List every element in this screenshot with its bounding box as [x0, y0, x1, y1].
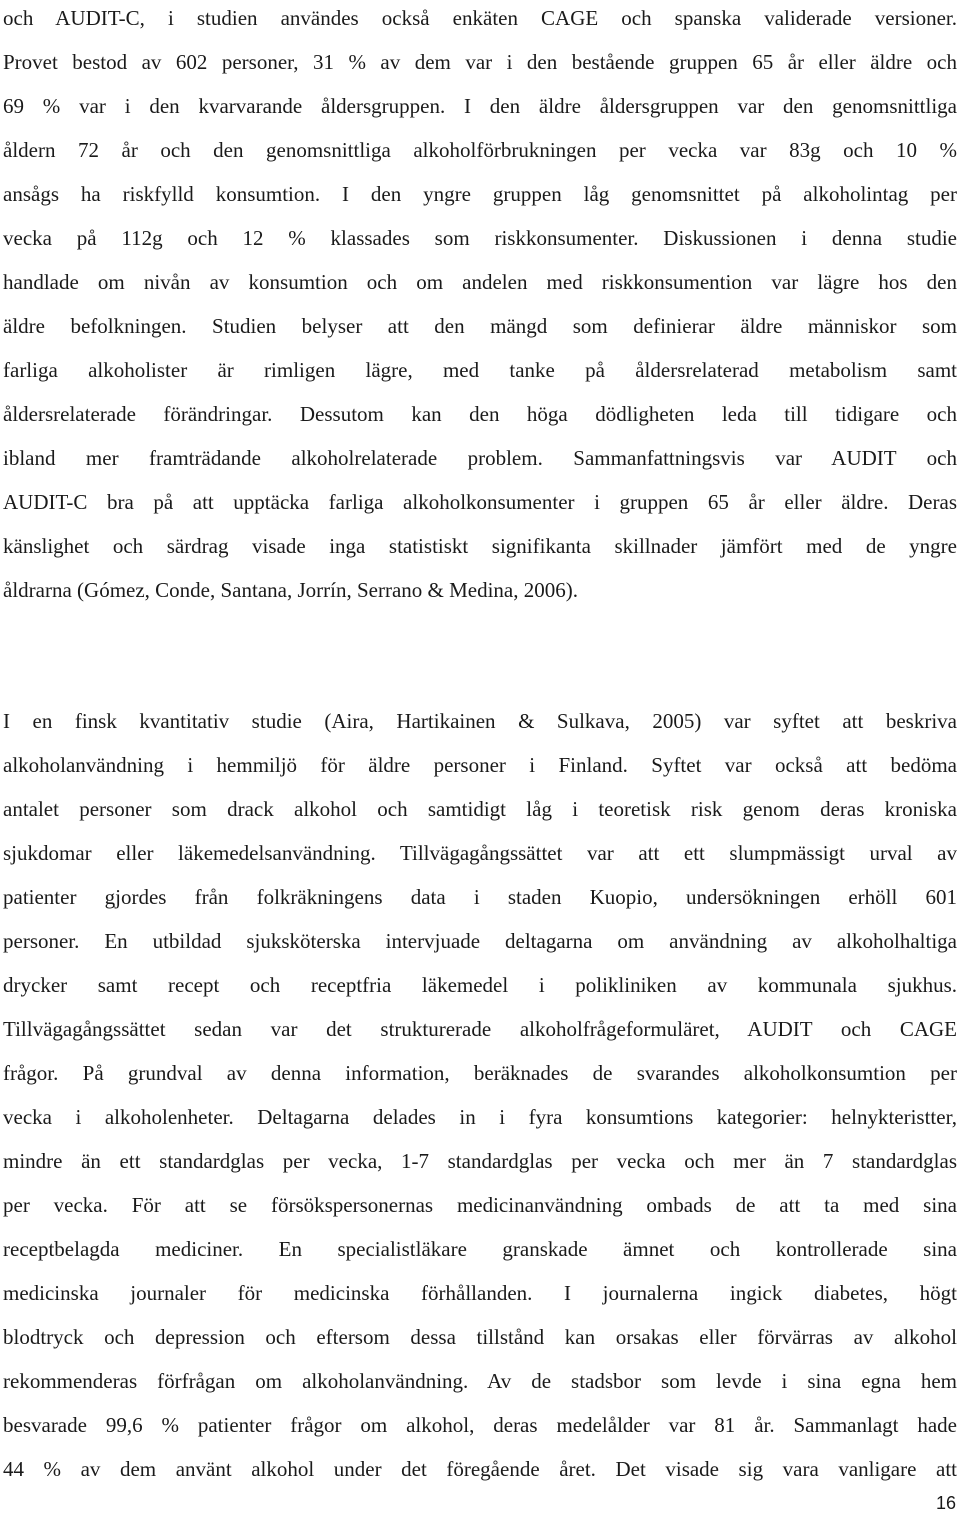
text-line: frågor. På grundval av denna information, beräknades de svarandes alkoholkonsumtion per — [3, 1061, 957, 1085]
paragraph-finnish-study — [3, 699, 957, 1491]
page-number: 16 — [935, 1493, 956, 1513]
text-line: känslighet och särdrag visade inga statistiskt signifikanta skillnader jämfört med de yngre — [3, 534, 957, 558]
text-line: personer. En utbildad sjuksköterska intervjuade deltagarna om användning av alkoholhaltiga — [3, 929, 957, 953]
text-line: alkoholanvändning i hemmiljö för äldre personer i Finland. Syftet var också att bedöma — [3, 753, 957, 777]
text-line: vecka i alkoholenheter. Deltagarna delades in i fyra konsumtions kategorier: helnykteristter, — [3, 1105, 957, 1129]
text-line: handlade om nivån av konsumtion och om andelen med riskkonsumention var lägre hos den — [3, 270, 957, 294]
text-line: I en finsk kvantitativ studie (Aira, Hartikainen & Sulkava, 2005) var syftet att beskriva — [3, 709, 957, 733]
text-line: ansågs ha riskfylld konsumtion. I den yngre gruppen låg genomsnittet på alkoholintag per — [3, 182, 957, 206]
text-line: ibland mer framträdande alkoholrelaterade problem. Sammanfattningsvis var AUDIT och — [3, 446, 957, 470]
text-line: åldern 72 år och den genomsnittliga alkoholförbrukningen per vecka var 83g och 10 % — [3, 138, 957, 162]
text-line: rekommenderas förfrågan om alkoholanvändning. Av de stadsbor som levde i sina egna hem — [3, 1369, 957, 1393]
text-line: och AUDIT-C, i studien användes också enkäten CAGE och spanska validerade versioner. — [3, 6, 957, 30]
text-line: drycker samt recept och receptfria läkemedel i polikliniken av kommunala sjukhus. — [3, 973, 957, 997]
text-line: besvarade 99,6 % patienter frågor om alkohol, deras medelålder var 81 år. Sammanlagt hade — [3, 1413, 957, 1437]
text-line: blodtryck och depression och eftersom dessa tillstånd kan orsakas eller förvärras av alkohol — [3, 1325, 957, 1349]
text-line: AUDIT-C bra på att upptäcka farliga alkoholkonsumenter i gruppen 65 år eller äldre. Deras — [3, 490, 957, 514]
text-line: åldersrelaterade förändringar. Dessutom kan den höga dödligheten leda till tidigare och — [3, 402, 957, 426]
text-line: antalet personer som drack alkohol och samtidigt låg i teoretisk risk genom deras kroniska — [3, 797, 957, 821]
text-line: åldrarna (Gómez, Conde, Santana, Jorrín, Serrano & Medina, 2006). — [3, 578, 578, 602]
text-line: mindre än ett standardglas per vecka, 1-7 standardglas per vecka och mer än 7 standardglas — [3, 1149, 957, 1173]
text-line: patienter gjordes från folkräkningens data i staden Kuopio, undersökningen erhöll 601 — [3, 885, 957, 909]
text-line: receptbelagda mediciner. En specialistläkare granskade ämnet och kontrollerade sina — [3, 1237, 957, 1261]
text-line: per vecka. För att se försökspersonernas medicinanvändning ombads de att ta med sina — [3, 1193, 957, 1217]
text-line: Provet bestod av 602 personer, 31 % av dem var i den bestående gruppen 65 år eller äldre och — [3, 50, 957, 74]
paragraph-gomez-study — [3, 0, 957, 612]
text-line: sjukdomar eller läkemedelsanvändning. Tillvägagångssättet var att ett slumpmässigt urval av — [3, 841, 957, 865]
text-line: medicinska journaler för medicinska förhållanden. I journalerna ingick diabetes, högt — [3, 1281, 957, 1305]
document-page — [3, 0, 957, 1491]
text-line: äldre befolkningen. Studien belyser att den mängd som definierar äldre människor som — [3, 314, 957, 338]
text-line: 44 % av dem använt alkohol under det föregående året. Det visade sig vara vanligare att — [3, 1457, 957, 1481]
paragraph-spacer — [3, 612, 957, 699]
text-line: farliga alkoholister är rimligen lägre, med tanke på åldersrelaterad metabolism samt — [3, 358, 957, 382]
text-line: Tillvägagångssättet sedan var det strukturerade alkoholfrågeformuläret, AUDIT och CAGE — [3, 1017, 957, 1041]
text-line: 69 % var i den kvarvarande åldersgruppen. I den äldre åldersgruppen var den genomsnittliga — [3, 94, 957, 118]
text-line: vecka på 112g och 12 % klassades som riskkonsumenter. Diskussionen i denna studie — [3, 226, 957, 250]
